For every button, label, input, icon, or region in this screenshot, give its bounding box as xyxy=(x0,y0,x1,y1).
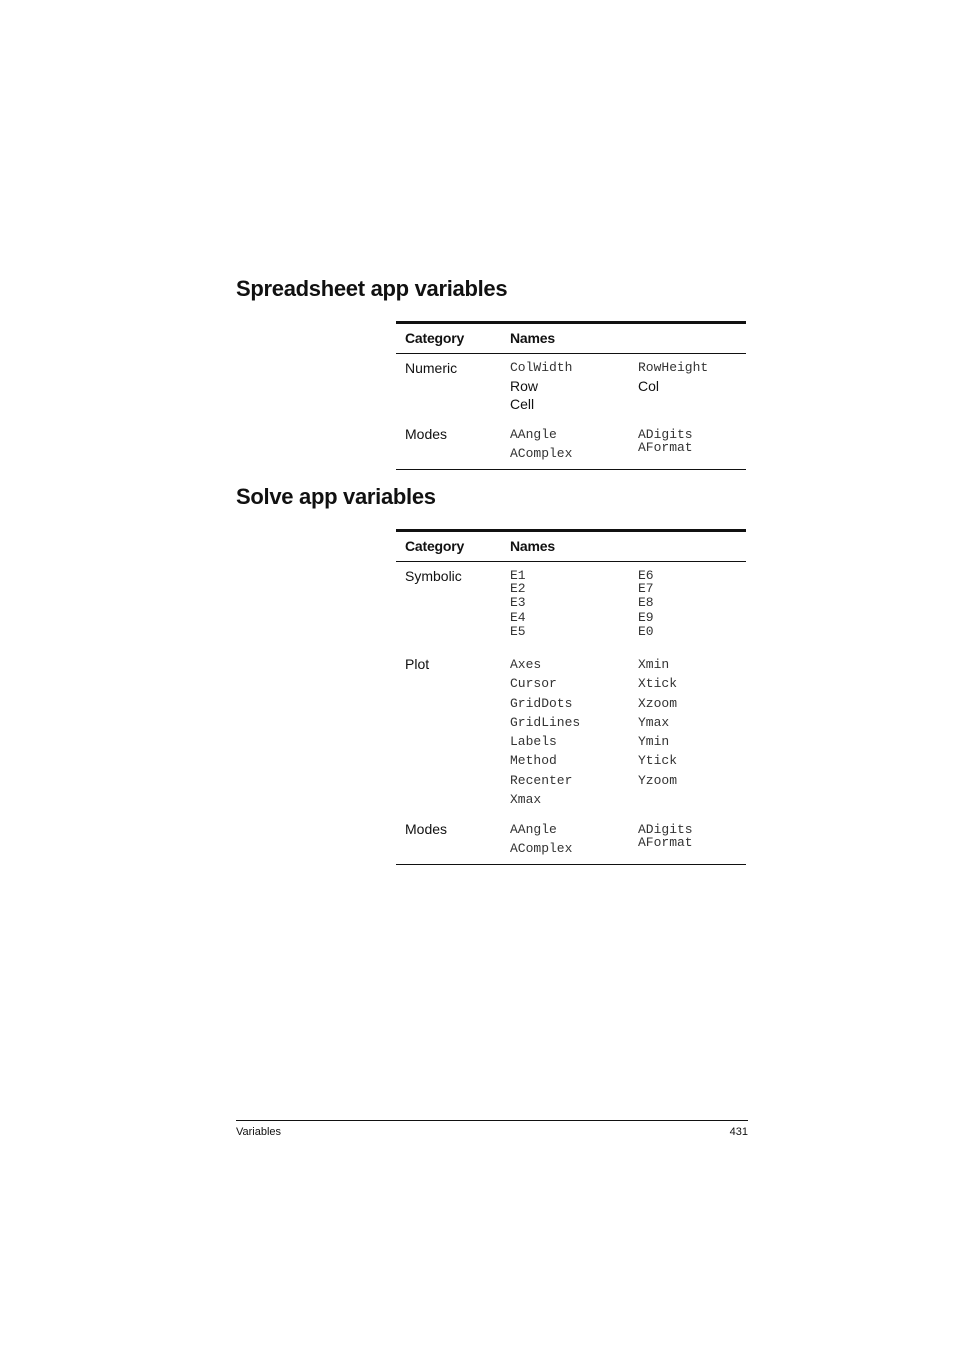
variable-name: E3 xyxy=(510,595,526,610)
variable-name: Cursor xyxy=(510,676,557,692)
header-names: Names xyxy=(510,538,555,554)
names-column-1 xyxy=(510,425,572,463)
variable-name: Ytick xyxy=(638,753,678,769)
variable-name: RowHeight xyxy=(638,360,709,375)
row-category: Symbolic xyxy=(405,568,462,584)
page-number: 431 xyxy=(729,1126,748,1138)
variable-name: AAngle xyxy=(510,427,557,442)
variable-name: Recenter xyxy=(510,772,573,788)
variable-name: Ymin xyxy=(638,734,670,750)
variable-name: Method xyxy=(510,753,557,769)
variable-name: E4 xyxy=(510,609,526,625)
variable-name: AComplex xyxy=(510,446,573,461)
variable-name: Xtick xyxy=(638,676,678,692)
variable-name: Xzoom xyxy=(638,695,678,711)
variable-name: E2 xyxy=(510,580,526,596)
names-column-2 xyxy=(638,567,654,640)
variable-name: E9 xyxy=(638,609,654,625)
row-category: Modes xyxy=(405,821,448,837)
solve-variables-table xyxy=(396,529,746,865)
spreadsheet-variables-table xyxy=(396,321,746,470)
table-header xyxy=(396,324,746,354)
row-category: Modes xyxy=(405,426,448,442)
names-column-1 xyxy=(510,655,580,809)
footer-section-name: Variables xyxy=(236,1126,282,1138)
variable-name: GridLines xyxy=(510,714,581,730)
names-column-1 xyxy=(510,359,572,413)
names-column-2 xyxy=(638,425,693,455)
variable-name: ColWidth xyxy=(510,360,573,375)
names-column-1 xyxy=(510,567,526,640)
variable-name: Row xyxy=(510,378,539,394)
table-header xyxy=(396,532,746,562)
variable-name: Ymax xyxy=(638,714,670,730)
variable-name: E0 xyxy=(638,624,654,639)
section-title-solve: Solve app variables xyxy=(236,484,436,509)
variable-name: E1 xyxy=(510,568,526,583)
variable-name: ADigits xyxy=(638,822,693,837)
row-category: Numeric xyxy=(405,360,458,376)
variable-name: AAngle xyxy=(510,822,557,837)
variable-name: AFormat xyxy=(638,835,693,850)
variable-name: AComplex xyxy=(510,841,573,856)
names-column-2 xyxy=(638,655,677,790)
variable-name: E8 xyxy=(638,595,654,610)
variable-name: ADigits xyxy=(638,427,693,442)
table-body xyxy=(396,562,746,865)
variable-name: E5 xyxy=(510,624,526,639)
variable-name: Xmax xyxy=(510,792,542,808)
section-title-spreadsheet: Spreadsheet app variables xyxy=(236,276,508,301)
header-category: Category xyxy=(405,330,465,346)
variable-name: E6 xyxy=(638,568,654,583)
variable-name: E7 xyxy=(638,580,654,596)
variable-name: Cell xyxy=(510,396,535,412)
variable-name: GridDots xyxy=(510,695,573,711)
variable-name: Labels xyxy=(510,734,557,750)
names-column-1 xyxy=(510,820,572,858)
header-names: Names xyxy=(510,330,555,346)
footer-rule xyxy=(236,1120,748,1121)
variable-name: AFormat xyxy=(638,440,693,455)
variable-name: Col xyxy=(638,378,660,394)
table-body xyxy=(396,354,746,470)
header-category: Category xyxy=(405,538,465,554)
variable-name: Yzoom xyxy=(638,772,678,788)
variable-name: Axes xyxy=(510,657,542,672)
names-column-2 xyxy=(638,359,708,395)
row-category: Plot xyxy=(405,656,430,672)
variable-name: Xmin xyxy=(638,657,670,672)
names-column-2 xyxy=(638,820,693,850)
